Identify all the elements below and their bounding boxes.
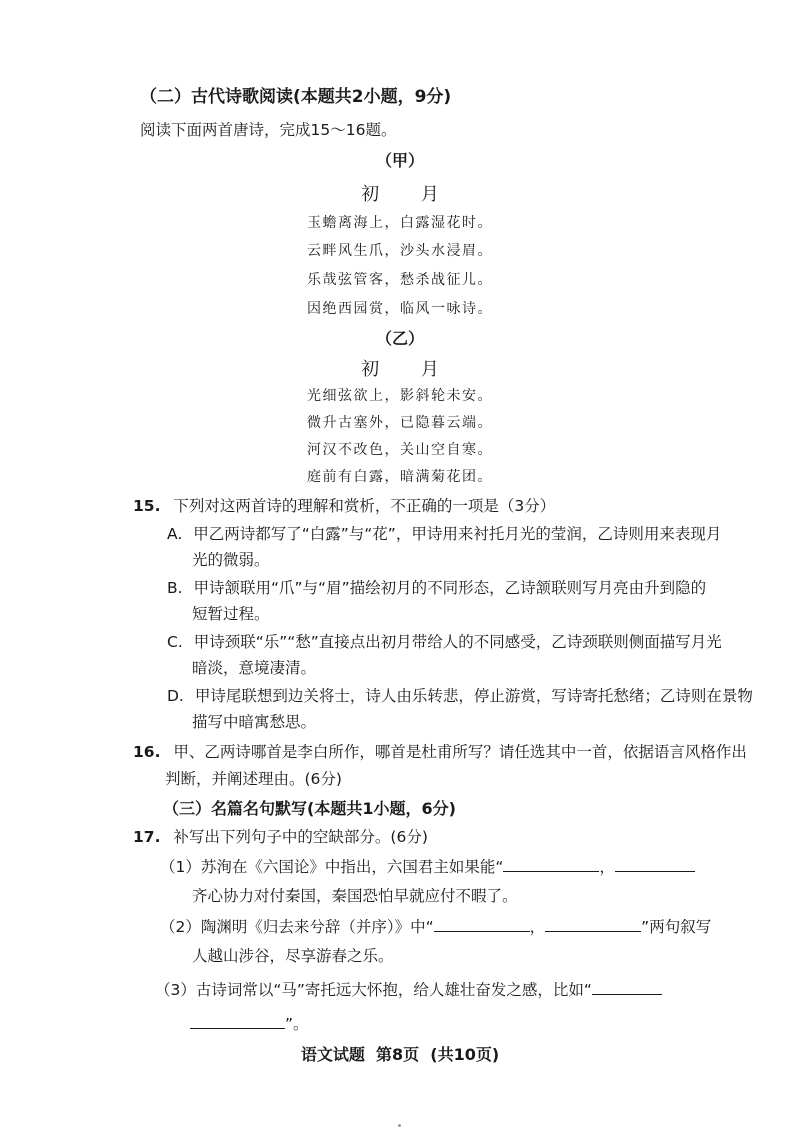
poem-a-line: 云畔风生爪，沙头水浸眉。 xyxy=(307,243,493,259)
section-instruction: 阅读下面两首唐诗，完成15～16题。 xyxy=(140,121,397,139)
q17-item-1 xyxy=(160,855,695,877)
q17-item-3-cont xyxy=(190,1012,309,1034)
item-separator: ， xyxy=(529,918,546,936)
option-letter: A. xyxy=(167,525,183,543)
item-number: （2） xyxy=(160,918,201,936)
item-number: （3） xyxy=(155,981,196,999)
q17-item-3 xyxy=(155,978,662,1000)
item-text: 苏洵在《六国论》中指出，六国君主如果能“ xyxy=(200,858,504,876)
poem-a-line: 玉蟾离海上，白露湿花时。 xyxy=(307,215,493,231)
question-number: 17. xyxy=(133,828,161,846)
option-letter: B. xyxy=(167,579,183,597)
option-text: 甲诗颈联“乐”“愁”直接点出初月带给人的不同感受，乙诗颈联则侧面描写月光 xyxy=(193,633,722,651)
option-text: 甲诗尾联想到边关将士，诗人由乐转悲，停止游赏，写诗寄托愁绪；乙诗则在景物 xyxy=(194,687,753,705)
option-text: 甲乙两诗都写了“白露”与“花”，甲诗用来衬托月光的莹润，乙诗则用来表现月 xyxy=(193,525,722,543)
question-16-cont: 判断，并阐述理由。(6分) xyxy=(165,770,342,788)
answer-blank[interactable] xyxy=(545,917,641,932)
question-number: 15. xyxy=(133,497,161,515)
question-text: 补写出下列句子中的空缺部分。(6分) xyxy=(173,828,428,846)
q17-item-2 xyxy=(160,915,711,937)
question-text: 甲、乙两诗哪首是李白所作，哪首是杜甫所写？请任选其中一首，依据语言风格作出 xyxy=(173,743,747,761)
option-b-cont: 短暂过程。 xyxy=(192,605,270,623)
item-close: ”。 xyxy=(285,1015,309,1033)
item-text: 古诗词常以“马”寄托远大怀抱，给人雄壮奋发之感，比如“ xyxy=(195,981,592,999)
option-letter: D. xyxy=(167,687,184,705)
item-close: ”两句叙写 xyxy=(641,918,712,936)
poem-b-line: 庭前有白露，暗满菊花团。 xyxy=(307,469,493,485)
poem-b-line: 河汉不改色，关山空自寒。 xyxy=(307,442,493,458)
option-d-cont: 描写中暗寓愁思。 xyxy=(192,713,317,731)
question-number: 16. xyxy=(133,743,161,761)
answer-blank[interactable] xyxy=(503,857,599,872)
answer-blank[interactable] xyxy=(615,857,695,872)
section-heading-dictation: （三）名篇名句默写(本题共1小题，6分) xyxy=(163,799,456,818)
option-c xyxy=(167,630,722,652)
scan-dot xyxy=(398,1124,401,1127)
option-text: 甲诗颔联用“爪”与“眉”描绘初月的不同形态，乙诗颔联则写月亮由升到隐的 xyxy=(193,579,707,597)
question-text: 下列对这两首诗的理解和赏析，不正确的一项是（3分） xyxy=(173,497,556,515)
q17-item-1-cont: 齐心协力对付秦国，秦国恐怕早就应付不暇了。 xyxy=(192,887,518,905)
page-footer: 语文试题 第8页 (共10页) xyxy=(300,1045,500,1064)
option-a xyxy=(167,522,721,544)
option-c-cont: 暗淡，意境凄清。 xyxy=(192,659,317,677)
item-separator: ， xyxy=(599,858,615,876)
poem-b-label: （乙） xyxy=(375,329,424,348)
poem-b-line: 光细弦欲上，影斜轮未安。 xyxy=(307,388,493,404)
poem-a-label: （甲） xyxy=(375,151,424,170)
poem-a-line: 乐哉弦管客，愁杀战征儿。 xyxy=(307,272,493,288)
question-16 xyxy=(133,740,747,762)
answer-blank[interactable] xyxy=(190,1014,285,1029)
poem-a-line: 因绝西园赏，临风一咏诗。 xyxy=(307,301,493,317)
poem-b-line: 微升古塞外，已隐暮云端。 xyxy=(307,415,493,431)
question-17 xyxy=(133,825,428,847)
question-15-stem xyxy=(133,494,555,516)
item-number: （1） xyxy=(160,858,201,876)
section-heading-poetry: （二）古代诗歌阅读(本题共2小题，9分) xyxy=(140,87,452,107)
answer-blank[interactable] xyxy=(434,917,530,932)
option-d xyxy=(167,684,753,706)
option-letter: C. xyxy=(167,633,183,651)
poem-a-title: 初 月 xyxy=(361,184,457,205)
answer-blank[interactable] xyxy=(592,980,662,995)
option-b xyxy=(167,576,706,598)
q17-item-2-cont: 人越山涉谷，尽享游春之乐。 xyxy=(192,947,394,965)
option-a-cont: 光的微弱。 xyxy=(192,551,270,569)
item-text: 陶渊明《归去来兮辞（并序）》中“ xyxy=(200,918,434,936)
poem-b-title: 初 月 xyxy=(361,359,457,380)
